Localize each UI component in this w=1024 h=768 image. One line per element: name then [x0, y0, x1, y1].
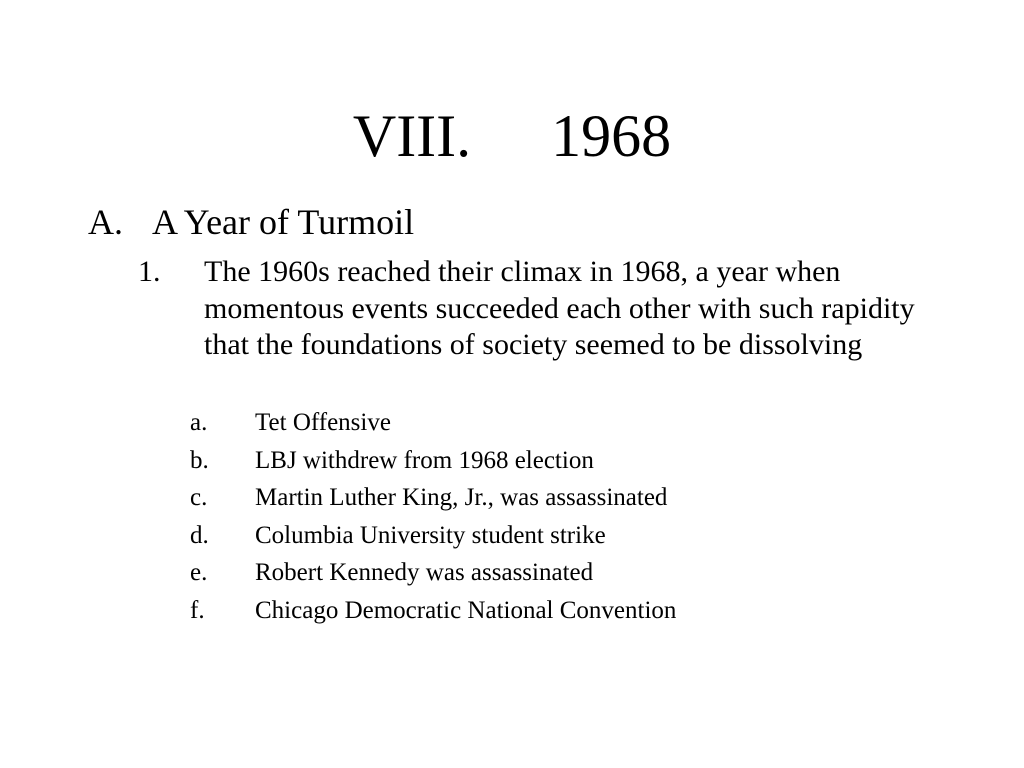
section-heading-text: A Year of Turmoil	[152, 202, 415, 242]
list-item-text: LBJ withdrew from 1968 election	[255, 446, 594, 474]
list-item-marker: a.	[190, 409, 208, 436]
list-item-text: Robert Kennedy was assassinated	[255, 559, 594, 587]
list-item-marker: c.	[190, 484, 208, 512]
list-item	[190, 404, 676, 442]
list-item-marker: e.	[190, 559, 208, 587]
list-item-marker: b.	[190, 446, 209, 474]
section-heading	[88, 200, 414, 244]
list-item-text: Martin Luther King, Jr., was assassinated	[255, 484, 668, 512]
list-item-marker: d.	[190, 521, 209, 549]
title-number: VIII.	[352, 103, 472, 169]
list-item-text: Tet Offensive	[255, 409, 391, 436]
list-item-text: Columbia University student strike	[255, 521, 606, 549]
section-marker: A.	[88, 202, 123, 242]
list-item	[190, 479, 676, 517]
point-1	[138, 254, 938, 364]
list-item	[190, 554, 676, 592]
title-year: 1968	[551, 103, 672, 169]
list-item-text: Chicago Democratic National Convention	[255, 596, 677, 624]
list-item	[190, 517, 676, 555]
event-list	[190, 404, 676, 630]
list-item	[190, 442, 676, 480]
point-marker: 1.	[138, 255, 161, 288]
slide-title	[0, 96, 1024, 176]
list-item	[190, 592, 676, 630]
list-item-marker: f.	[190, 596, 205, 624]
point-text: The 1960s reached their climax in 1968, a year when momentous events succeeded each other with such rapidity that the foundations of society seemed to be dissolving	[204, 255, 915, 361]
